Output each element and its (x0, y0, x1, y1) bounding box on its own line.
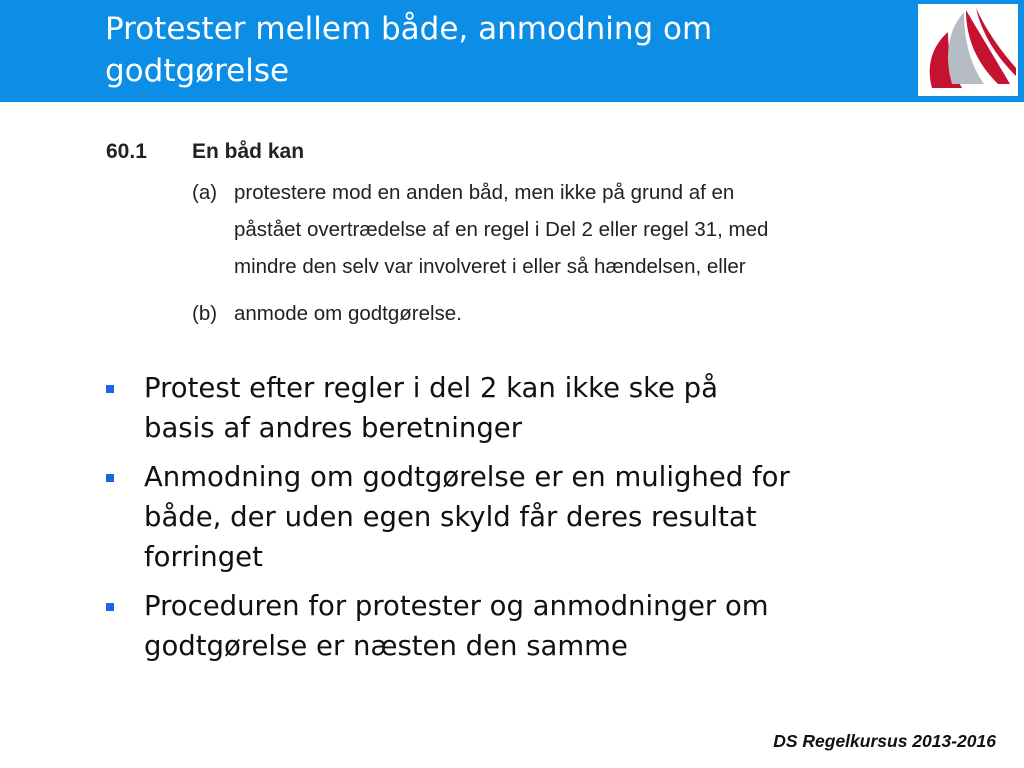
bullet-square-icon (106, 385, 114, 393)
rule-item-label: (a) (192, 181, 218, 204)
bullet-line: basis af andres beretninger (144, 412, 523, 444)
sailboat-logo-icon (918, 4, 1018, 96)
bullet-square-icon (106, 603, 114, 611)
bullet-square-icon (106, 474, 114, 482)
rule-item-line: anmode om godtgørelse. (234, 302, 462, 325)
rule-heading: En båd kan (192, 140, 305, 163)
rule-item-line: mindre den selv var involveret i eller så hændelsen, eller (234, 255, 746, 278)
bullet-line: godtgørelse er næsten den samme (144, 630, 628, 662)
slide-title: Protester mellem både, anmodning om godtgørelse (105, 11, 713, 89)
bullet-line: Protest efter regler i del 2 kan ikke ske på (144, 372, 718, 404)
rule-excerpt (106, 140, 906, 332)
rule-number: 60.1 (106, 140, 147, 163)
rule-item-b (106, 295, 906, 332)
bullet-line: forringet (144, 541, 263, 573)
bullet-item (104, 586, 964, 666)
rule-item-label: (b) (192, 302, 218, 325)
bullet-line: både, der uden egen skyld får deres resultat (144, 501, 757, 533)
bullet-line: Anmodning om godtgørelse er en mulighed for (144, 461, 790, 493)
bullet-line: Proceduren for protester og anmodninger om (144, 590, 769, 622)
slide-footer: DS Regelkursus 2013-2016 (773, 731, 996, 751)
rule-item-a (106, 174, 906, 285)
bullet-list (104, 368, 964, 675)
slide-header (0, 0, 1024, 102)
bullet-item (104, 368, 964, 448)
bullet-item (104, 457, 964, 577)
rule-item-line: protestere mod en anden båd, men ikke på grund af en (234, 181, 735, 204)
rule-item-line: påstået overtrædelse af en regel i Del 2 eller regel 31, med (234, 218, 769, 241)
